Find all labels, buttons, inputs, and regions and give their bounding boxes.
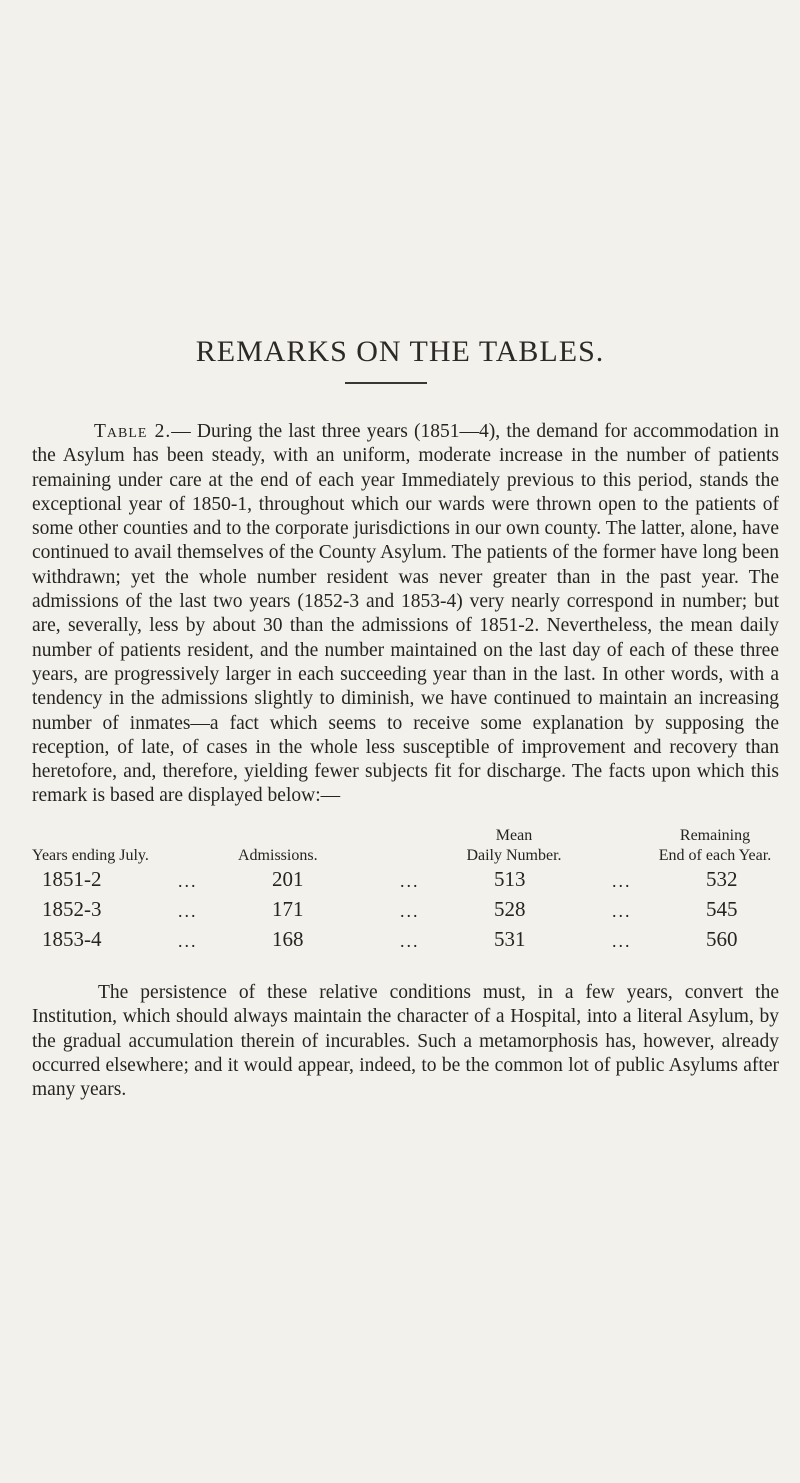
row-1-leader-1: ... (178, 871, 198, 891)
paragraph-label: Table 2. (94, 421, 172, 442)
header-mean-line1: Mean (495, 827, 533, 844)
row-3-leader-2: ... (400, 931, 420, 951)
header-remaining-line2: End of each Year. (658, 847, 772, 864)
header-admissions: Admissions. (238, 847, 318, 864)
header-mean-line2: Daily Number. (466, 847, 562, 864)
row-1-leader-2: ... (400, 871, 420, 891)
row-3-leader-1: ... (178, 931, 198, 951)
paragraph-1-text: — During the last three years (1851—4), the demand for accommodation in the Asylum has been steady, with an uniform, moderate increase in the number of patients remaining under care at the end of each year Immediately previous to this period, stands the exceptional year of 1850-1, throughout which our wards were thrown open to the patients of some other counties and to the corporate jurisdictions in our own county. The latter, alone, have continued to avail themselves of the County Asylum. The patients of the former have long been withdrawn; yet the whole number resident was never greater than in the past year. The admissions of the last two years (1852-3 and 1853-4) very nearly correspond in number; but are, severally, less by about 30 than the admissions of 1851-2. Nevertheless, the mean daily number of patients resident, and the number maintained on the last day of each of these three years, are progressively larger in each succeeding year than in the last. In other words, with a tendency in the admissions slightly to diminish, we have continued to maintain an increasing number of inmates—a fact which seems to receive some explanation by supposing the reception, of late, of cases in the whole less susceptible of improvement and recovery than heretofore, and, therefore, yielding fewer subjects fit for discharge. The facts upon which this remark is based are displayed below:— (32, 421, 779, 807)
row-2-leader-2: ... (400, 901, 420, 921)
row-1-year: 1851-2 (42, 867, 102, 891)
statistics-table (0, 827, 800, 977)
paragraph-conclusion: The persistence of these relative conditions must, in a few years, convert the Institution, which should always maintain the character of a Hospital, into a literal Asylum, by the gradual accumulation therein of incurables. Such a metamorphosis has, however, already occurred elsewhere; and it would appear, indeed, to be the common lot of public Asylums after many years. (32, 982, 779, 1101)
header-years: Years ending July. (32, 847, 149, 864)
header-remaining-line1: Remaining (679, 827, 751, 844)
row-3-remaining: 560 (706, 927, 738, 951)
row-2-year: 1852-3 (42, 897, 102, 921)
paragraph-table-2 (32, 420, 779, 809)
title-rule (345, 382, 427, 384)
row-2-mean: 528 (494, 897, 526, 921)
row-2-admissions: 171 (272, 897, 304, 921)
row-3-mean: 531 (494, 927, 526, 951)
row-2-leader-1: ... (178, 901, 198, 921)
row-1-leader-3: ... (612, 871, 632, 891)
row-3-leader-3: ... (612, 931, 632, 951)
row-1-admissions: 201 (272, 867, 304, 891)
row-3-year: 1853-4 (42, 927, 102, 951)
row-2-remaining: 545 (706, 897, 738, 921)
row-1-mean: 513 (494, 867, 526, 891)
row-3-admissions: 168 (272, 927, 304, 951)
row-2-leader-3: ... (612, 901, 632, 921)
row-1-remaining: 532 (706, 867, 738, 891)
page-title: REMARKS ON THE TABLES. (195, 335, 605, 368)
